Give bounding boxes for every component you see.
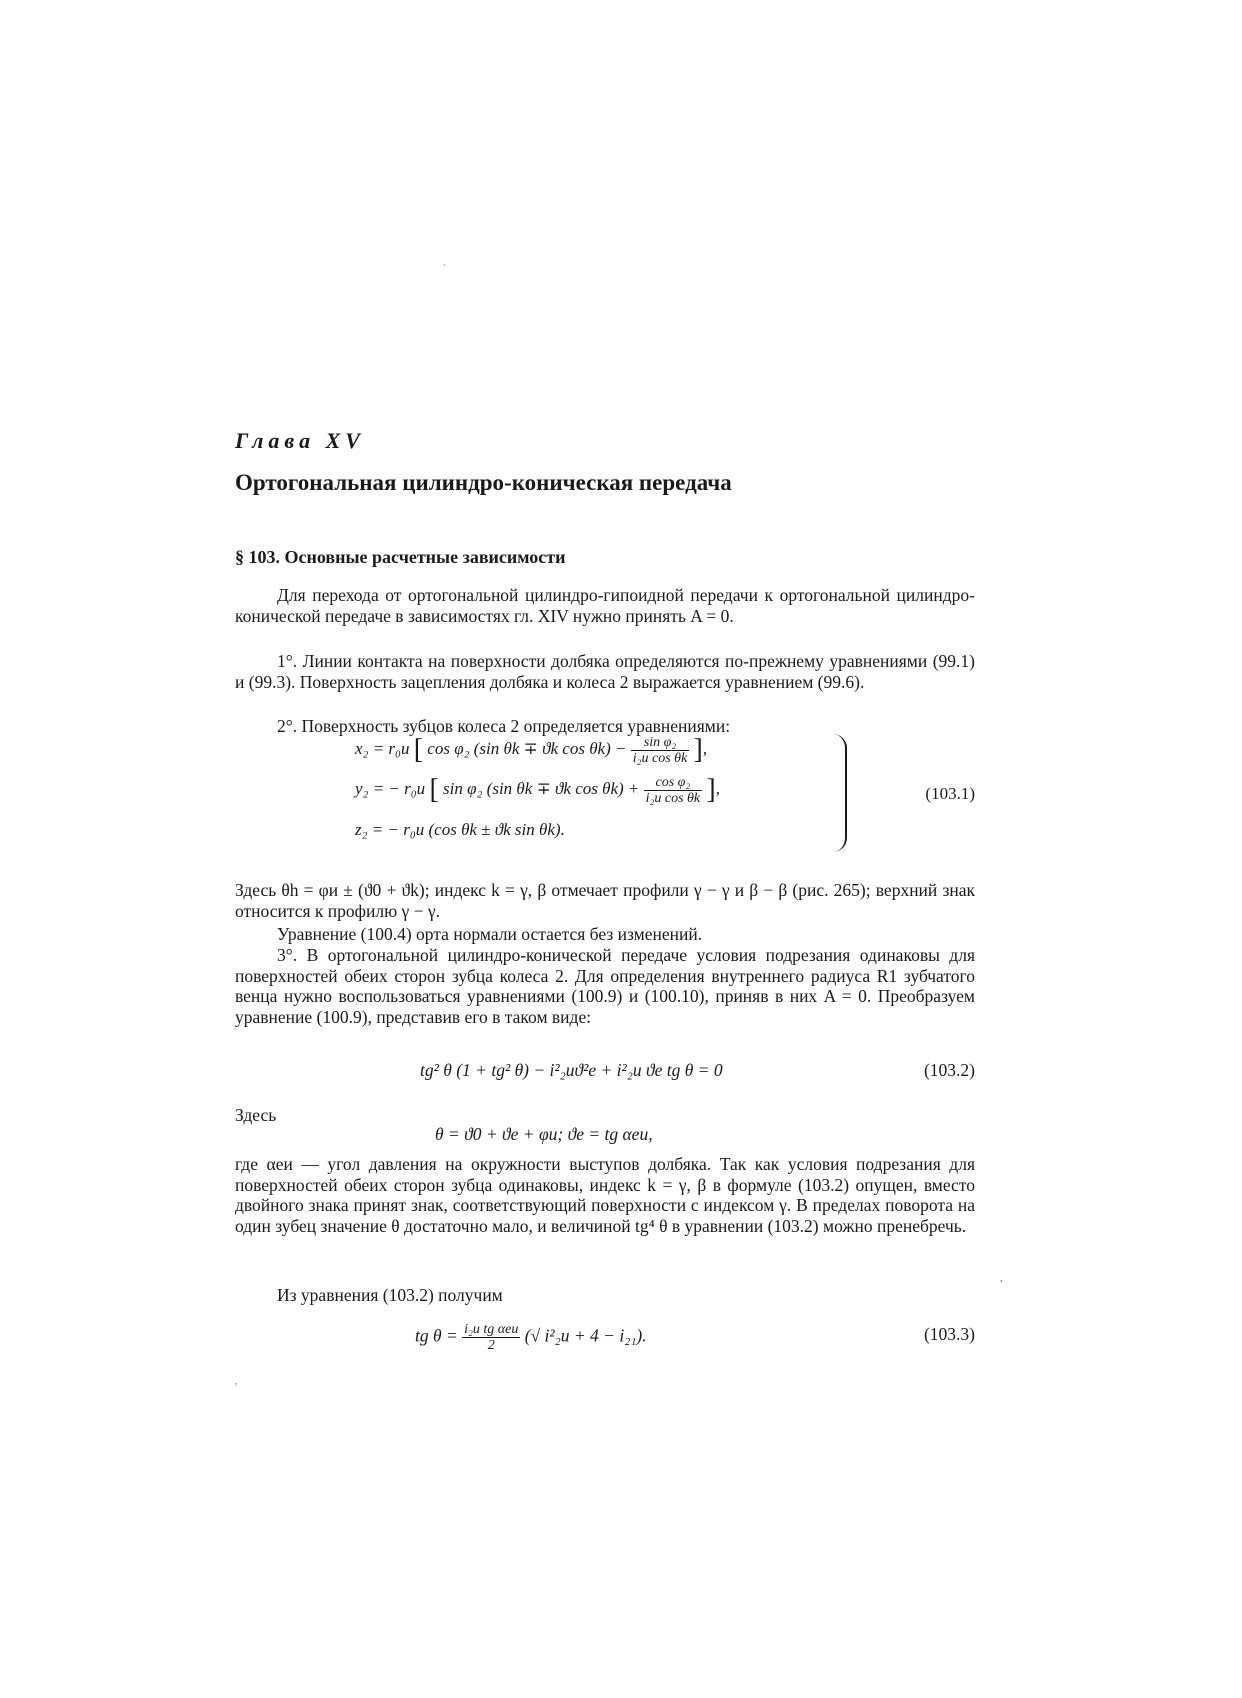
eq-term: sin φ₂ (sin θk ∓ ϑk cos θk) + bbox=[443, 778, 640, 798]
scan-speck: ' bbox=[235, 1382, 237, 1393]
equation-number: (103.1) bbox=[925, 784, 975, 803]
eq-term: y₂ = − r₀и bbox=[355, 778, 426, 798]
paragraph-7: где αеи — угол давления на окружности выступов долбяка. Так как условия подрезания для поверхностей обеих сторон зубца одинаковы, индекс k = γ, β в формуле (103.2) опущен, вместо двойного знака принят знак, соответствующий поверхности с индексом γ. В пределах поворота на один зубец значение θ достаточно мало, и величиной tg⁴ θ в уравнении (103.2) можно пренебречь. bbox=[235, 1154, 975, 1236]
equation-103-3 bbox=[235, 1318, 975, 1354]
fraction bbox=[631, 735, 690, 766]
eq-term: (√ i²₂и + 4 − i₂₁). bbox=[524, 1325, 647, 1346]
chapter-label: Глава XV bbox=[235, 428, 365, 453]
bracket-close: ] bbox=[693, 734, 703, 765]
eq-term: tg θ = bbox=[415, 1325, 458, 1346]
numerator: i₂и tg αеи bbox=[464, 1322, 519, 1337]
denominator: 2 bbox=[487, 1338, 495, 1353]
equation-body bbox=[415, 1322, 647, 1353]
denominator: i₂и cos θk bbox=[632, 750, 688, 766]
equation-theta bbox=[235, 1124, 975, 1148]
equation-number: (103.2) bbox=[923, 1060, 975, 1080]
scan-speck: , bbox=[1000, 1273, 1003, 1284]
paragraph-8: Из уравнения (103.2) получим bbox=[277, 1285, 503, 1305]
equation-line-x2: x₂ = r₀и [ cos φ₂ (sin θk ∓ ϑk cos θk) − $\frac{\text{sin φ₂}}{\text{i₂и cos θk}}$ ], bbox=[355, 734, 708, 766]
paragraph-1: 1°. Линии контакта на поверхности долбяка определяются по-прежнему уравнениями (99.1) и (99.3). Поверхность зацепления долбяка и колеса 2 выражается уравнением (99.6). bbox=[235, 651, 975, 692]
equation-line-z2: z₂ = − r₀и (cos θk ± ϑk sin θk). bbox=[355, 820, 565, 839]
equation-system-103-1 bbox=[235, 734, 975, 854]
paragraph-intro: Для перехода от ортогональной цилиндро-гипоидной передачи к ортогональной цилиндро-конической передаче в зависимостях гл. XIV нужно принять A = 0. bbox=[235, 585, 975, 626]
paragraph-3: Здесь θh = φи ± (ϑ0 + ϑk); индекс k = γ, β отмечает профили γ − γ и β − β (рис. 265); верхний знак относится к профилю γ − γ. bbox=[235, 880, 975, 921]
chapter-title: Ортогональная цилиндро-коническая передача bbox=[235, 470, 732, 495]
paragraph-4: Уравнение (100.4) орта нормали остается без изменений. bbox=[277, 924, 703, 944]
paragraph-6: Здесь bbox=[235, 1105, 277, 1125]
equation-body: θ = ϑ0 + ϑe + φи; ϑe = tg αеи, bbox=[435, 1124, 653, 1144]
equation-103-2 bbox=[235, 1060, 975, 1084]
equation-number: (103.3) bbox=[923, 1324, 975, 1344]
denominator: i₂и cos θk bbox=[645, 790, 701, 806]
equation-body: tg² θ (1 + tg² θ) − i²₂иϑ²e + i²₂и ϑe tg θ = 0 bbox=[420, 1060, 723, 1080]
numerator: sin φ₂ bbox=[631, 735, 690, 751]
scan-speck: ` bbox=[443, 264, 447, 275]
paragraph-5: 3°. В ортогональной цилиндро-конической передаче условия подрезания одинаковы для поверхностей обеих сторон зубца колеса 2. Для определения внутреннего радиуса R1 зубчатого венца нужно воспользоваться уравнениями (100.9) и (100.10), приняв в них A = 0. Преобразуем уравнение (100.9), представив его в таком виде: bbox=[235, 945, 975, 1027]
eq-term: cos φ₂ (sin θk ∓ ϑk cos θk) − bbox=[427, 738, 627, 758]
bracket-open: [ bbox=[429, 774, 439, 805]
numerator: cos φ₂ bbox=[644, 775, 703, 791]
bracket-close: ] bbox=[706, 774, 716, 805]
paragraph-2: 2°. Поверхность зубцов колеса 2 определяется уравнениями: bbox=[277, 716, 731, 736]
eq-term: x₂ = r₀и bbox=[355, 738, 410, 758]
system-brace bbox=[831, 734, 847, 852]
section-title: § 103. Основные расчетные зависимости bbox=[235, 547, 566, 567]
fraction bbox=[644, 775, 703, 806]
bracket-open: [ bbox=[413, 734, 424, 765]
equation-line-y2: y₂ = − r₀и [ sin φ₂ (sin θk ∓ ϑk cos θk) + $\frac{\text{cos φ₂}}{\text{i₂и cos θk}}$ ], bbox=[355, 774, 720, 806]
fraction bbox=[462, 1322, 520, 1353]
